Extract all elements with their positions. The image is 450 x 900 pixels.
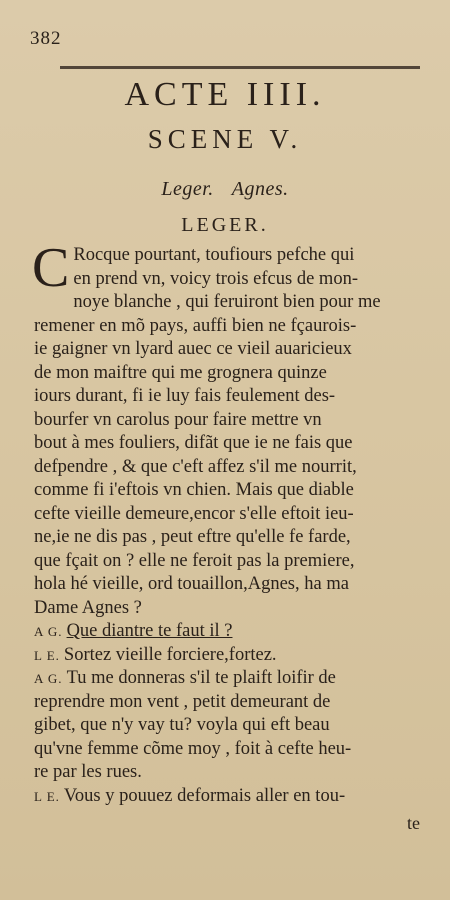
speaker-abbr: A G.	[34, 624, 63, 639]
character-name: Agnes.	[231, 178, 289, 200]
text-line: bourfer vn carolus pour faire mettre vn	[34, 409, 322, 430]
text-line: Rocque pourtant, toufiours pefche qui	[73, 245, 355, 265]
text-line: defpendre , & que c'eft affez s'il me nourrit,	[34, 456, 357, 477]
speaker-abbr: L E.	[34, 647, 60, 663]
text-line: Dame Agnes ?	[34, 597, 142, 618]
speaker-heading: LEGER.	[181, 214, 269, 236]
text-line: gibet, que n'y vay tu? voyla qui eft beau	[34, 715, 330, 735]
dialogue-text	[32, 237, 426, 808]
speech-text: Vous y pouuez deformais aller en tou-	[63, 785, 346, 806]
scene-title: SCENE V.	[147, 124, 303, 154]
text-line: comme fi i'eftois vn chien. Mais que diable	[34, 480, 354, 500]
character-name: Leger.	[161, 178, 214, 200]
act-title: ACTE IIII.	[124, 76, 326, 113]
text-line: reprendre mon vent , petit demeurant de	[34, 691, 331, 712]
text-line: en prend vn, voicy trois efcus de mon-	[73, 268, 358, 289]
dialogue-line	[34, 785, 426, 809]
text-line: re par les rues.	[34, 762, 142, 782]
speaker-abbr: L E.	[34, 788, 60, 804]
speech-text: Sortez vieille forciere,fortez.	[63, 644, 277, 665]
dialogue-line	[34, 620, 426, 644]
catchword: te	[407, 813, 420, 833]
text-line: ie gaigner vn lyard auec ce vieil auaricieux	[34, 339, 352, 359]
text-line: hola hé vieille, ord touaillon,Agnes, ha ma	[34, 574, 349, 594]
text-line: qu'vne femme cõme moy , foit à cefte heu-	[34, 738, 352, 759]
dialogue-line	[34, 667, 426, 691]
drop-cap: C	[32, 237, 70, 299]
page-number: 382	[30, 28, 62, 49]
text-line: noye blanche , qui feruiront bien pour me	[73, 292, 381, 312]
speech-text: Que diantre te faut il ?	[66, 621, 233, 641]
text-line: ne,ie ne dis pas , peut eftre qu'elle fe farde,	[34, 527, 351, 547]
text-line: remener en mõ pays, auffi bien ne fçaurois-	[34, 315, 357, 336]
text-line: cefte vieille demeure,encor s'elle eftoit ieu-	[34, 503, 354, 524]
text-line: de mon maiftre qui me grognera quinze	[34, 362, 327, 383]
text-line: iours durant, fi ie luy fais feulement des-	[34, 386, 336, 406]
text-line: que fçait on ? elle ne feroit pas la premiere,	[34, 550, 355, 571]
speaker-abbr: A G.	[34, 671, 63, 686]
text-line: bout à mes fouliers, difãt que ie ne fais que	[34, 433, 353, 453]
dialogue-line	[34, 644, 426, 668]
speech-text: Tu me donneras s'il te plaift loifir de	[66, 668, 336, 688]
character-list	[0, 178, 450, 201]
header-rule	[60, 66, 420, 69]
opening-paragraph	[32, 237, 426, 299]
